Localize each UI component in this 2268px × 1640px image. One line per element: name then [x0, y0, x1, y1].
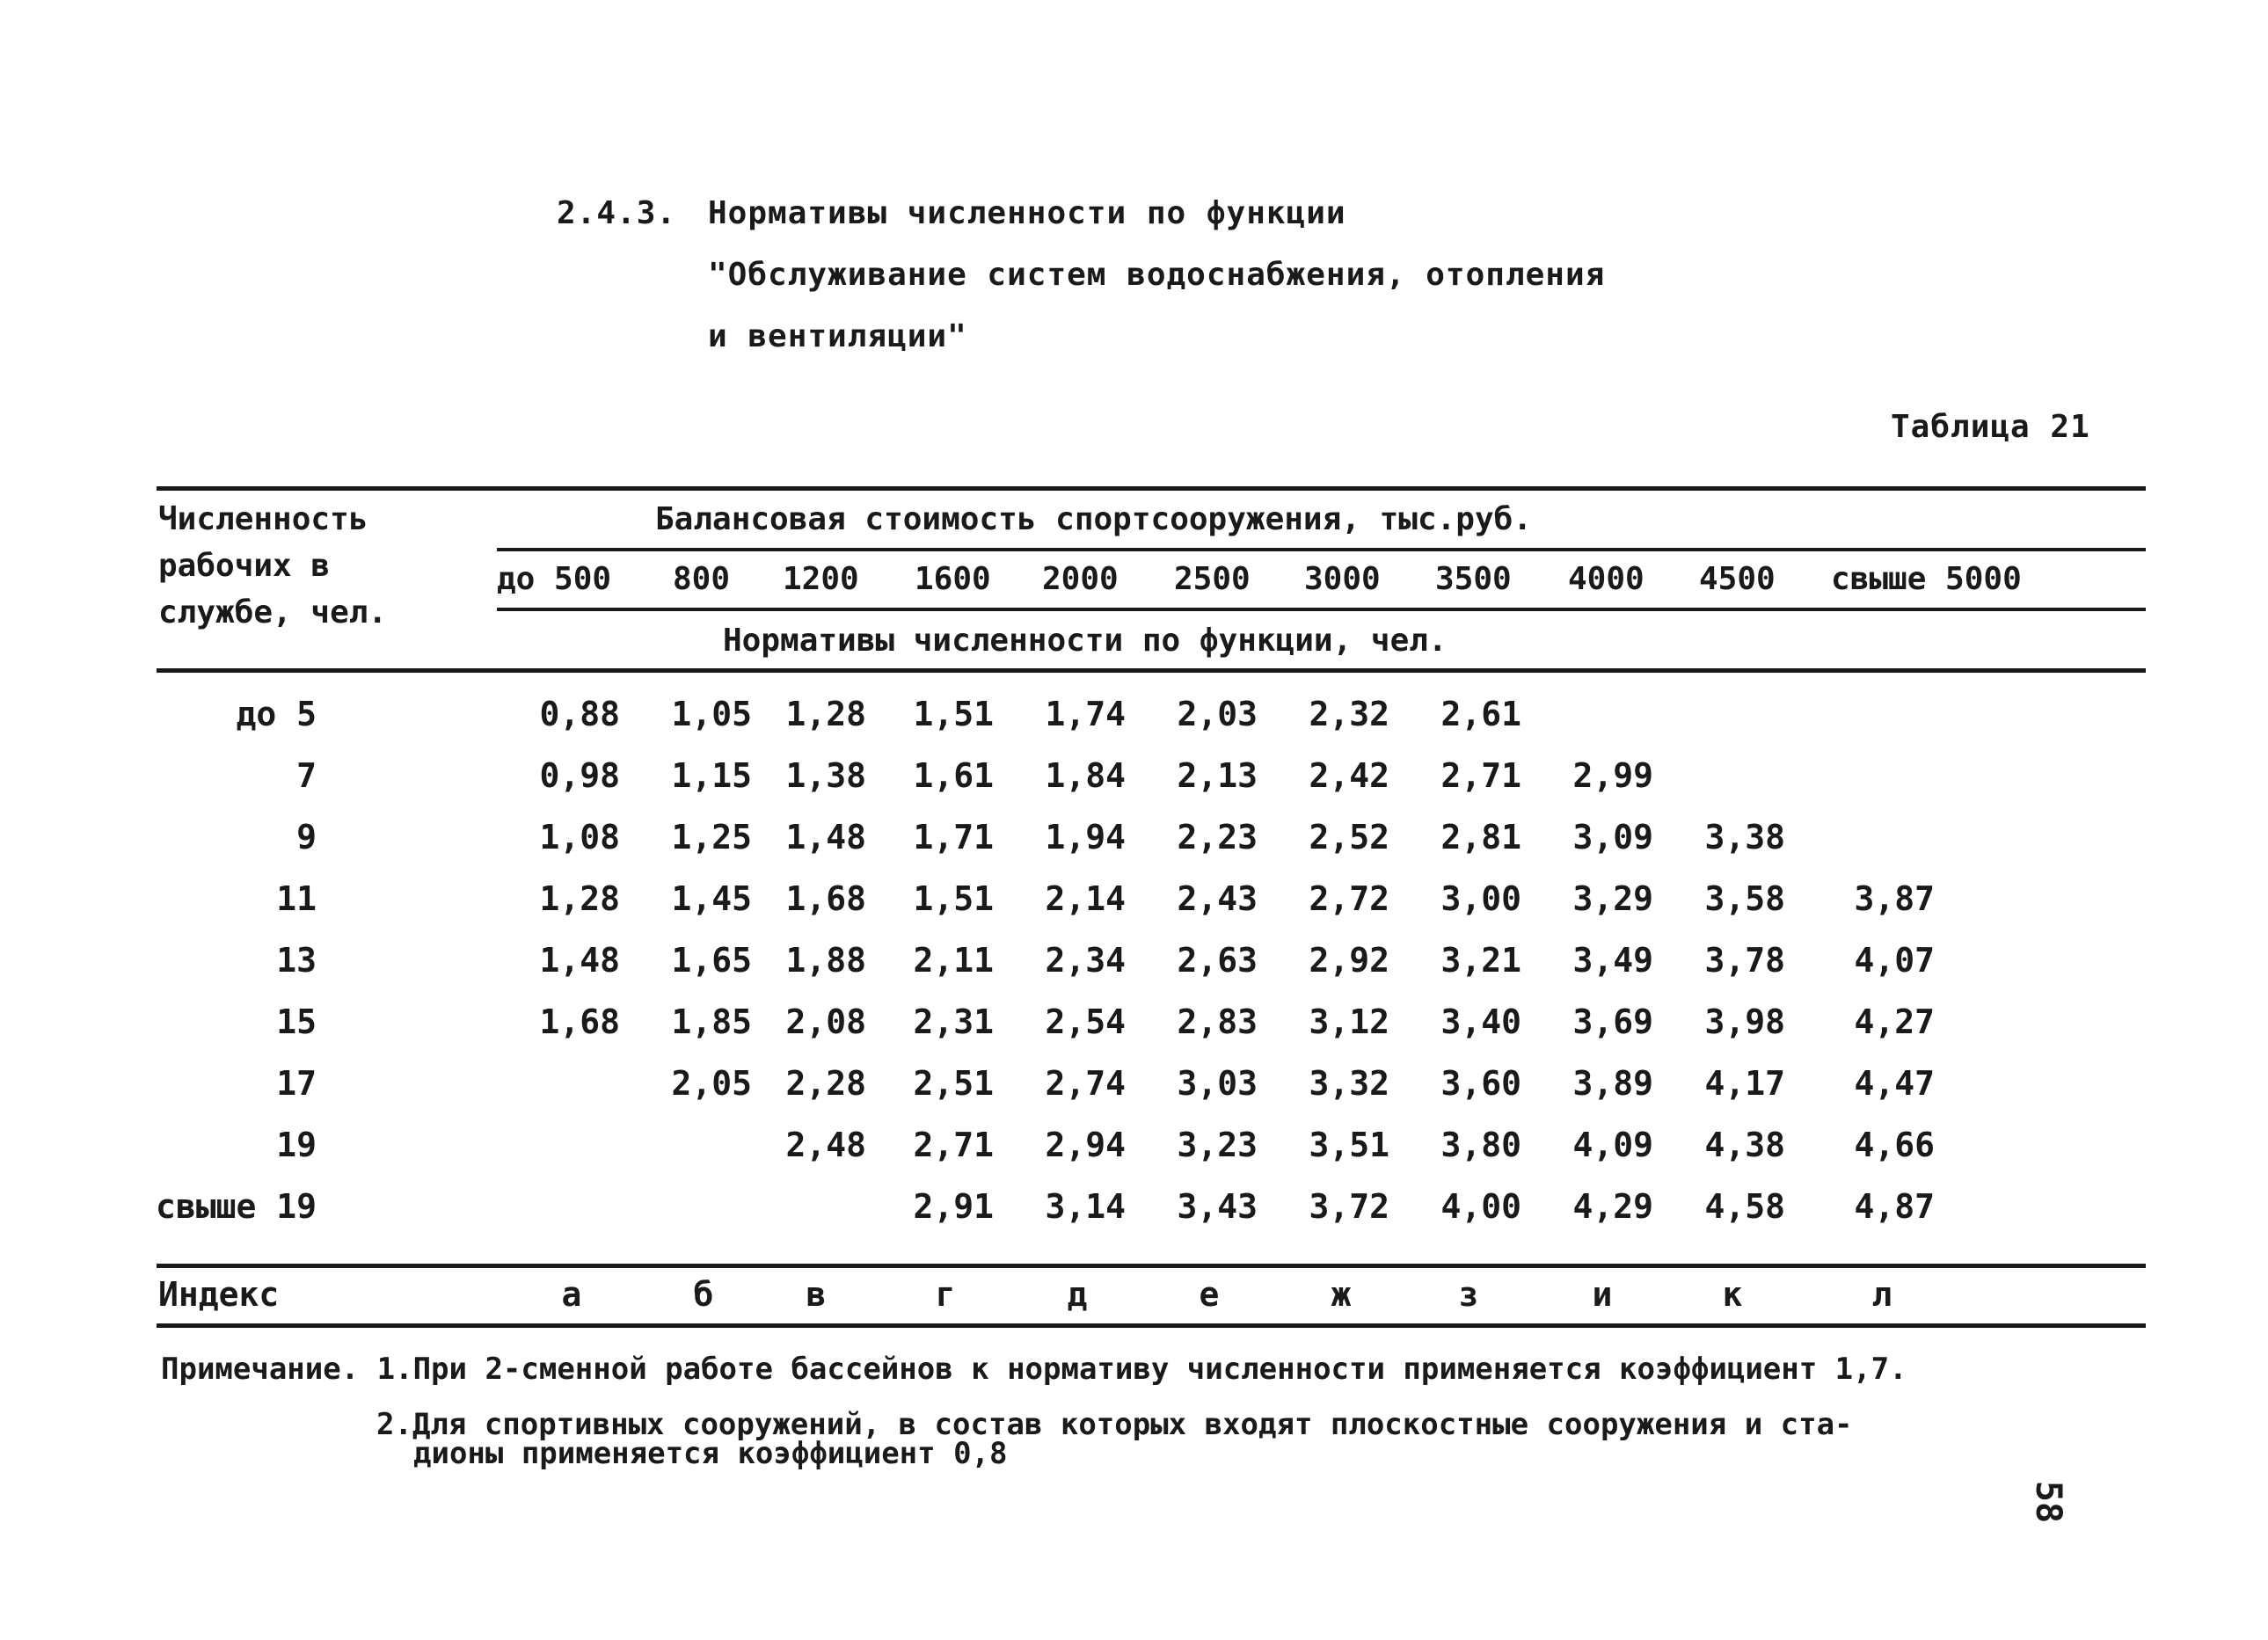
table-cell: 3,80 [1440, 1126, 1521, 1164]
note-2-line-2: дионы применяется коэффициент 0,8 [413, 1436, 1008, 1471]
table-cell: 1,08 [539, 818, 620, 856]
index-letter: б [693, 1275, 714, 1314]
column-header: 4500 [1699, 561, 1776, 597]
table-cell: 3,49 [1572, 941, 1653, 980]
table-cell: 4,00 [1440, 1187, 1521, 1226]
row-header-line-2: рабочих в [158, 548, 331, 584]
table-cell: 1,15 [671, 756, 752, 795]
table-cell: 4,87 [1854, 1187, 1935, 1226]
table-cell: 2,48 [785, 1126, 866, 1164]
table-cell: 2,92 [1309, 941, 1389, 980]
table-cell: 0,98 [539, 756, 620, 795]
column-header: до 500 [497, 561, 612, 597]
table-cell: 2,13 [1177, 756, 1258, 795]
table-cell: 2,43 [1177, 879, 1258, 918]
column-header: 800 [673, 561, 731, 597]
table-cell: 1,45 [671, 879, 752, 918]
column-header: 1200 [783, 561, 859, 597]
table-cell: 1,61 [913, 756, 994, 795]
table-cell: 1,48 [785, 818, 866, 856]
index-letter: а [561, 1275, 582, 1314]
table-cell: 2,51 [913, 1064, 994, 1103]
table-cell: 2,91 [913, 1187, 994, 1226]
header-mid-rule [497, 548, 2146, 551]
index-letter: е [1199, 1275, 1220, 1314]
page-number: 58 [2028, 1480, 2069, 1524]
row-label: 11 [276, 879, 317, 918]
table-cell: 3,00 [1440, 879, 1521, 918]
table-cell: 1,88 [785, 941, 866, 980]
table-cell: 3,69 [1572, 1002, 1653, 1041]
table-cell: 3,58 [1704, 879, 1785, 918]
row-label: свыше 19 [155, 1187, 317, 1226]
column-header: 3000 [1304, 561, 1381, 597]
row-label: 17 [276, 1064, 317, 1103]
index-bottom-rule [157, 1323, 2146, 1328]
note-2-line-1: 2.Для спортивных сооружений, в состав которых входят плоскостные сооружения и ста- [376, 1407, 1853, 1442]
header-sub-rule [497, 608, 2146, 611]
table-cell: 3,60 [1440, 1064, 1521, 1103]
row-label: 9 [296, 818, 317, 856]
table-cell: 1,28 [785, 695, 866, 733]
table-cell: 1,65 [671, 941, 752, 980]
table-cell: 3,87 [1854, 879, 1935, 918]
column-header: 2000 [1042, 561, 1119, 597]
row-header-line-3: службе, чел. [158, 594, 388, 630]
index-letter: и [1592, 1275, 1613, 1314]
table-cell: 2,63 [1177, 941, 1258, 980]
table-cell: 1,05 [671, 695, 752, 733]
table-cell: 4,17 [1704, 1064, 1785, 1103]
table-cell: 3,12 [1309, 1002, 1389, 1041]
table-cell: 1,51 [913, 879, 994, 918]
table-cell: 1,51 [913, 695, 994, 733]
table-cell: 3,03 [1177, 1064, 1258, 1103]
index-letter: к [1722, 1275, 1743, 1314]
table-cell: 2,83 [1177, 1002, 1258, 1041]
table-cell: 1,48 [539, 941, 620, 980]
table-cell: 3,98 [1704, 1002, 1785, 1041]
table-cell: 2,42 [1309, 756, 1389, 795]
table-cell: 3,72 [1309, 1187, 1389, 1226]
index-letter: з [1458, 1275, 1479, 1314]
column-header: свыше 5000 [1831, 561, 2022, 597]
table-cell: 2,23 [1177, 818, 1258, 856]
table-cell: 4,58 [1704, 1187, 1785, 1226]
table-cell: 2,81 [1440, 818, 1521, 856]
table-cell: 3,40 [1440, 1002, 1521, 1041]
table-cell: 3,09 [1572, 818, 1653, 856]
table-cell: 2,99 [1572, 756, 1653, 795]
row-label: 13 [276, 941, 317, 980]
table-cell: 3,43 [1177, 1187, 1258, 1226]
table-top-rule [157, 486, 2146, 491]
table-cell: 3,51 [1309, 1126, 1389, 1164]
table-cell: 1,71 [913, 818, 994, 856]
row-label: 19 [276, 1126, 317, 1164]
table-cell: 2,14 [1045, 879, 1126, 918]
index-letter: в [806, 1275, 827, 1314]
table-cell: 2,54 [1045, 1002, 1126, 1041]
index-letter: ж [1331, 1275, 1352, 1314]
table-cell: 3,78 [1704, 941, 1785, 980]
table-cell: 2,72 [1309, 879, 1389, 918]
table-cell: 2,28 [785, 1064, 866, 1103]
table-cell: 2,03 [1177, 695, 1258, 733]
row-header-line-1: Численность [158, 501, 368, 537]
section-number: 2.4.3. [557, 195, 677, 231]
table-cell: 0,88 [539, 695, 620, 733]
table-cell: 2,71 [1440, 756, 1521, 795]
table-cell: 3,14 [1045, 1187, 1126, 1226]
table-cell: 1,68 [785, 879, 866, 918]
index-top-rule [157, 1264, 2146, 1268]
row-label: 15 [276, 1002, 317, 1041]
index-letter: г [935, 1275, 956, 1314]
section-title-line-3: и вентиляции" [708, 318, 967, 354]
section-title-line-2: "Обслуживание систем водоснабжения, отопления [708, 257, 1606, 293]
index-letter: л [1871, 1275, 1892, 1314]
table-cell: 1,68 [539, 1002, 620, 1041]
table-cell: 2,71 [913, 1126, 994, 1164]
table-cell: 3,38 [1704, 818, 1785, 856]
norms-group-header: Нормативы численности по функции, чел. [723, 623, 1448, 659]
row-label: 7 [296, 756, 317, 795]
note-1: Примечание. 1.При 2-сменной работе бассейнов к нормативу численности применяется коэффициент 1,7. [161, 1352, 1907, 1387]
table-cell: 4,66 [1854, 1126, 1935, 1164]
column-header: 3500 [1435, 561, 1512, 597]
table-cell: 2,52 [1309, 818, 1389, 856]
table-label: Таблица 21 [1891, 409, 2090, 445]
table-cell: 4,09 [1572, 1126, 1653, 1164]
table-cell: 2,61 [1440, 695, 1521, 733]
column-header: 4000 [1568, 561, 1644, 597]
table-cell: 3,29 [1572, 879, 1653, 918]
row-label: до 5 [236, 695, 317, 733]
table-cell: 2,31 [913, 1002, 994, 1041]
index-label: Индекс [158, 1275, 280, 1314]
table-cell: 2,74 [1045, 1064, 1126, 1103]
table-cell: 4,07 [1854, 941, 1935, 980]
table-cell: 1,85 [671, 1002, 752, 1041]
table-cell: 1,74 [1045, 695, 1126, 733]
column-header: 2500 [1174, 561, 1251, 597]
table-cell: 1,38 [785, 756, 866, 795]
table-cell: 1,94 [1045, 818, 1126, 856]
table-cell: 3,32 [1309, 1064, 1389, 1103]
index-letter: д [1067, 1275, 1088, 1314]
table-cell: 4,29 [1572, 1187, 1653, 1226]
table-cell: 2,94 [1045, 1126, 1126, 1164]
table-cell: 3,23 [1177, 1126, 1258, 1164]
table-cell: 1,84 [1045, 756, 1126, 795]
table-cell: 2,11 [913, 941, 994, 980]
header-bottom-rule [157, 668, 2146, 673]
table-cell: 2,32 [1309, 695, 1389, 733]
table-cell: 4,47 [1854, 1064, 1935, 1103]
table-cell: 2,34 [1045, 941, 1126, 980]
table-cell: 1,28 [539, 879, 620, 918]
column-header: 1600 [915, 561, 991, 597]
section-title-line-1: Нормативы численности по функции [708, 195, 1346, 231]
table-cell: 1,25 [671, 818, 752, 856]
table-cell: 4,38 [1704, 1126, 1785, 1164]
table-cell: 3,89 [1572, 1064, 1653, 1103]
table-cell: 2,08 [785, 1002, 866, 1041]
table-cell: 2,05 [671, 1064, 752, 1103]
cost-group-header: Балансовая стоимость спортсооружения, тыс.руб. [655, 501, 1532, 537]
table-cell: 4,27 [1854, 1002, 1935, 1041]
table-cell: 3,21 [1440, 941, 1521, 980]
